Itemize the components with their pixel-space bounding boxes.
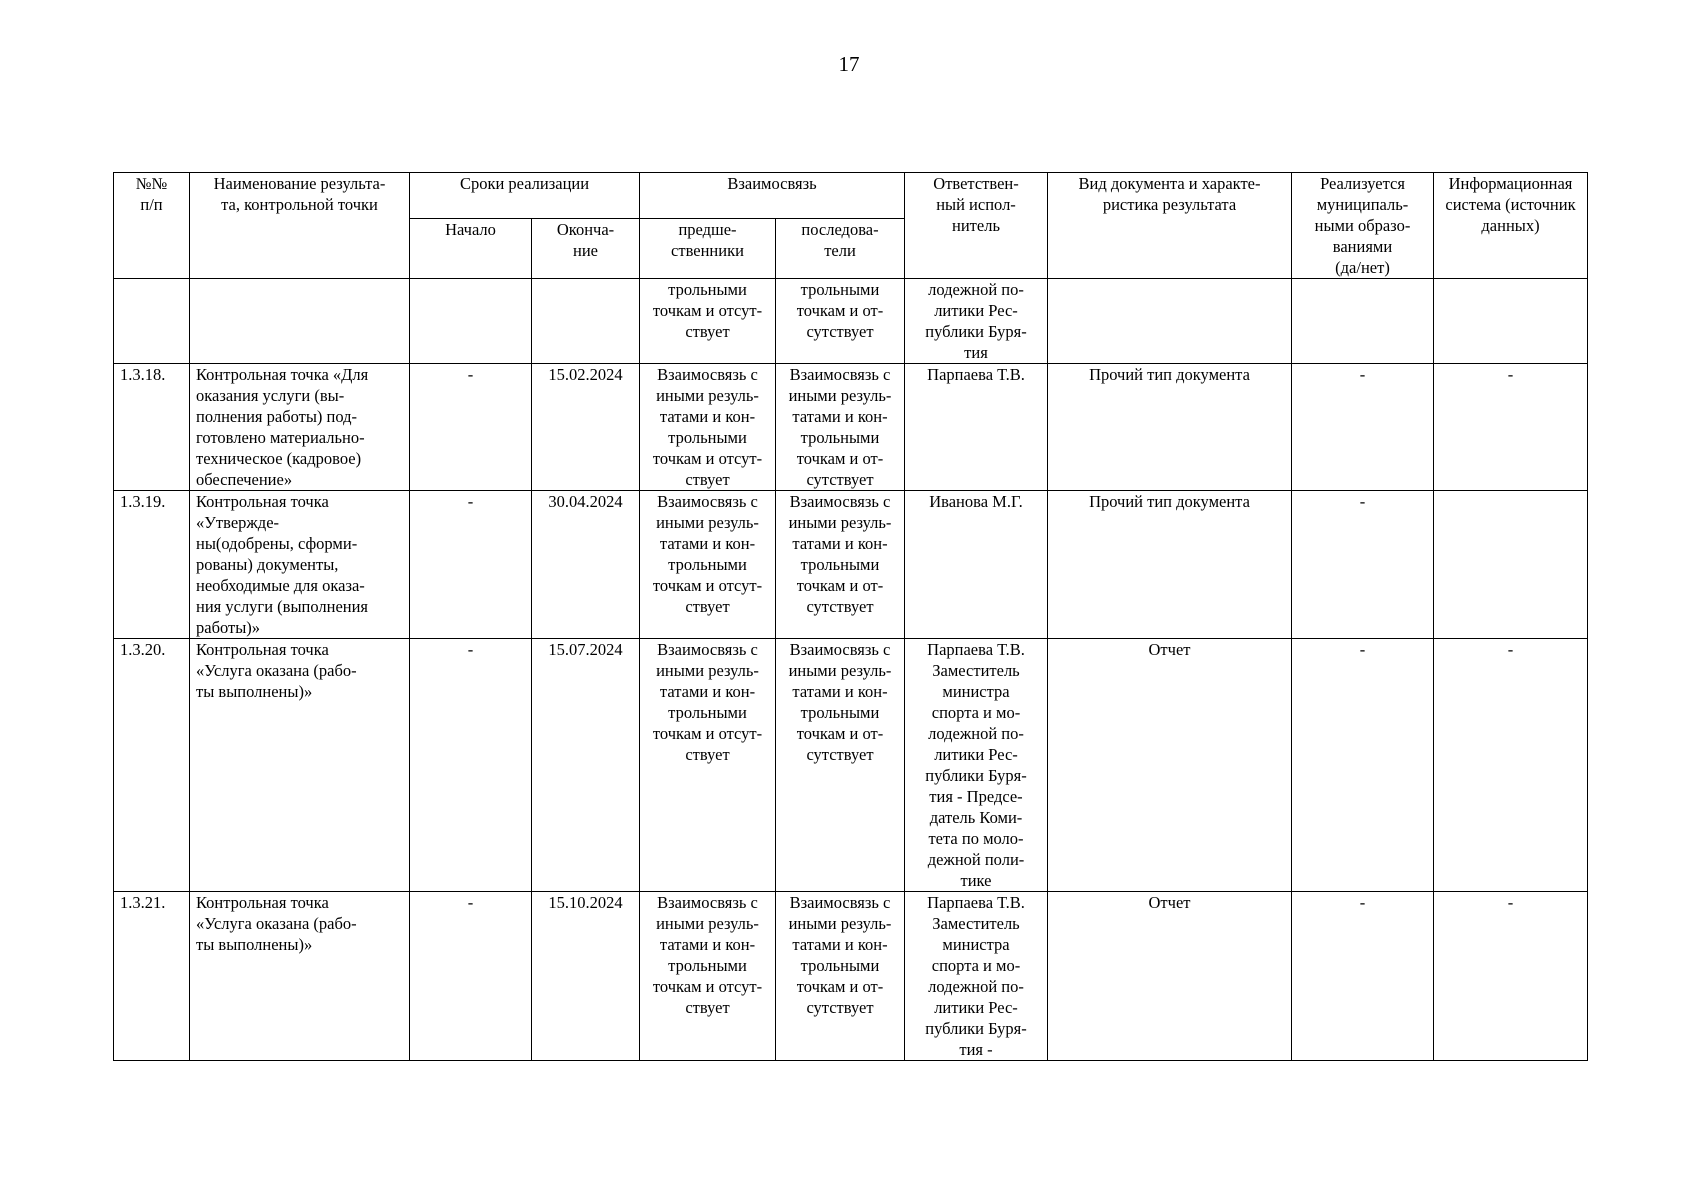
cell-responsible: Парпаева Т.В. Заместитель министра спорта и мо- лодежной по- литики Рес- публики Буря- тия - Предсе- датель Коми- тета по моло- дежной поли- тике (905, 639, 1048, 892)
cell-end: 30.04.2024 (532, 491, 640, 639)
header-predecessors: предше- ственники (640, 219, 776, 279)
cell-predecessors: трольными точкам и отсут- ствует (640, 279, 776, 364)
table-row (114, 892, 1588, 1061)
cell-start: - (410, 364, 532, 491)
cell-successors: Взаимосвязь с иными резуль- татами и кон- трольными точкам и от- сутствует (776, 491, 905, 639)
header-relation: Взаимосвязь (640, 173, 905, 219)
table-row (114, 279, 1588, 364)
cell-doc-type: Отчет (1048, 892, 1292, 1061)
header-name: Наименование результа- та, контрольной точки (190, 173, 410, 279)
cell-start: - (410, 491, 532, 639)
cell-num: 1.3.21. (114, 892, 190, 1061)
cell-municipal: - (1292, 491, 1434, 639)
cell-responsible: Парпаева Т.В. Заместитель министра спорта и мо- лодежной по- литики Рес- публики Буря- тия - (905, 892, 1048, 1061)
cell-predecessors: Взаимосвязь с иными резуль- татами и кон- трольными точкам и отсут- ствует (640, 491, 776, 639)
cell-info-system (1434, 491, 1588, 639)
page-number: 17 (838, 52, 860, 76)
cell-responsible: Иванова М.Г. (905, 491, 1048, 639)
cell-successors: трольными точкам и от- сутствует (776, 279, 905, 364)
cell-name: Контрольная точка «Услуга оказана (рабо- ты выполнены)» (190, 892, 410, 1061)
cell-successors: Взаимосвязь с иными резуль- татами и кон- трольными точкам и от- сутствует (776, 892, 905, 1061)
cell-info-system: - (1434, 639, 1588, 892)
cell-name: Контрольная точка «Услуга оказана (рабо- ты выполнены)» (190, 639, 410, 892)
header-doc-type: Вид документа и характе- ристика результата (1048, 173, 1292, 279)
cell-end: 15.02.2024 (532, 364, 640, 491)
cell-end: 15.10.2024 (532, 892, 640, 1061)
cell-end: 15.07.2024 (532, 639, 640, 892)
table-row (114, 639, 1588, 892)
results-table (113, 172, 1588, 1061)
header-num: №№ п/п (114, 173, 190, 279)
header-successors: последова- тели (776, 219, 905, 279)
cell-num (114, 279, 190, 364)
cell-municipal (1292, 279, 1434, 364)
cell-info-system: - (1434, 364, 1588, 491)
cell-start: - (410, 892, 532, 1061)
cell-name: Контрольная точка «Утвержде- ны(одобрены, сформи- рованы) документы, необходимые для оказа- ния услуги (выполнения работы)» (190, 491, 410, 639)
cell-start: - (410, 639, 532, 892)
cell-municipal: - (1292, 892, 1434, 1061)
table-row (114, 491, 1588, 639)
cell-doc-type: Прочий тип документа (1048, 364, 1292, 491)
cell-info-system: - (1434, 892, 1588, 1061)
cell-predecessors: Взаимосвязь с иными резуль- татами и кон- трольными точкам и отсут- ствует (640, 639, 776, 892)
header-end: Оконча- ние (532, 219, 640, 279)
cell-info-system (1434, 279, 1588, 364)
header-responsible: Ответствен- ный испол- нитель (905, 173, 1048, 279)
cell-doc-type (1048, 279, 1292, 364)
table-row (114, 364, 1588, 491)
cell-num: 1.3.18. (114, 364, 190, 491)
cell-municipal: - (1292, 639, 1434, 892)
table-header (114, 173, 1588, 279)
header-info-system: Информационная система (источник данных) (1434, 173, 1588, 279)
cell-successors: Взаимосвязь с иными резуль- татами и кон- трольными точкам и от- сутствует (776, 364, 905, 491)
cell-doc-type: Отчет (1048, 639, 1292, 892)
header-municipal: Реализуется муниципаль- ными образо- ваниями (да/нет) (1292, 173, 1434, 279)
cell-successors: Взаимосвязь с иными резуль- татами и кон- трольными точкам и от- сутствует (776, 639, 905, 892)
header-terms: Сроки реализации (410, 173, 640, 219)
cell-predecessors: Взаимосвязь с иными резуль- татами и кон- трольными точкам и отсут- ствует (640, 364, 776, 491)
cell-start (410, 279, 532, 364)
header-start: Начало (410, 219, 532, 279)
cell-name: Контрольная точка «Для оказания услуги (вы- полнения работы) под- готовлено материально- техническое (кадровое) обеспечение» (190, 364, 410, 491)
cell-municipal: - (1292, 364, 1434, 491)
cell-responsible: лодежной по- литики Рес- публики Буря- тия (905, 279, 1048, 364)
cell-predecessors: Взаимосвязь с иными резуль- татами и кон- трольными точкам и отсут- ствует (640, 892, 776, 1061)
cell-num: 1.3.20. (114, 639, 190, 892)
cell-doc-type: Прочий тип документа (1048, 491, 1292, 639)
cell-num: 1.3.19. (114, 491, 190, 639)
cell-end (532, 279, 640, 364)
cell-responsible: Парпаева Т.В. (905, 364, 1048, 491)
cell-name (190, 279, 410, 364)
